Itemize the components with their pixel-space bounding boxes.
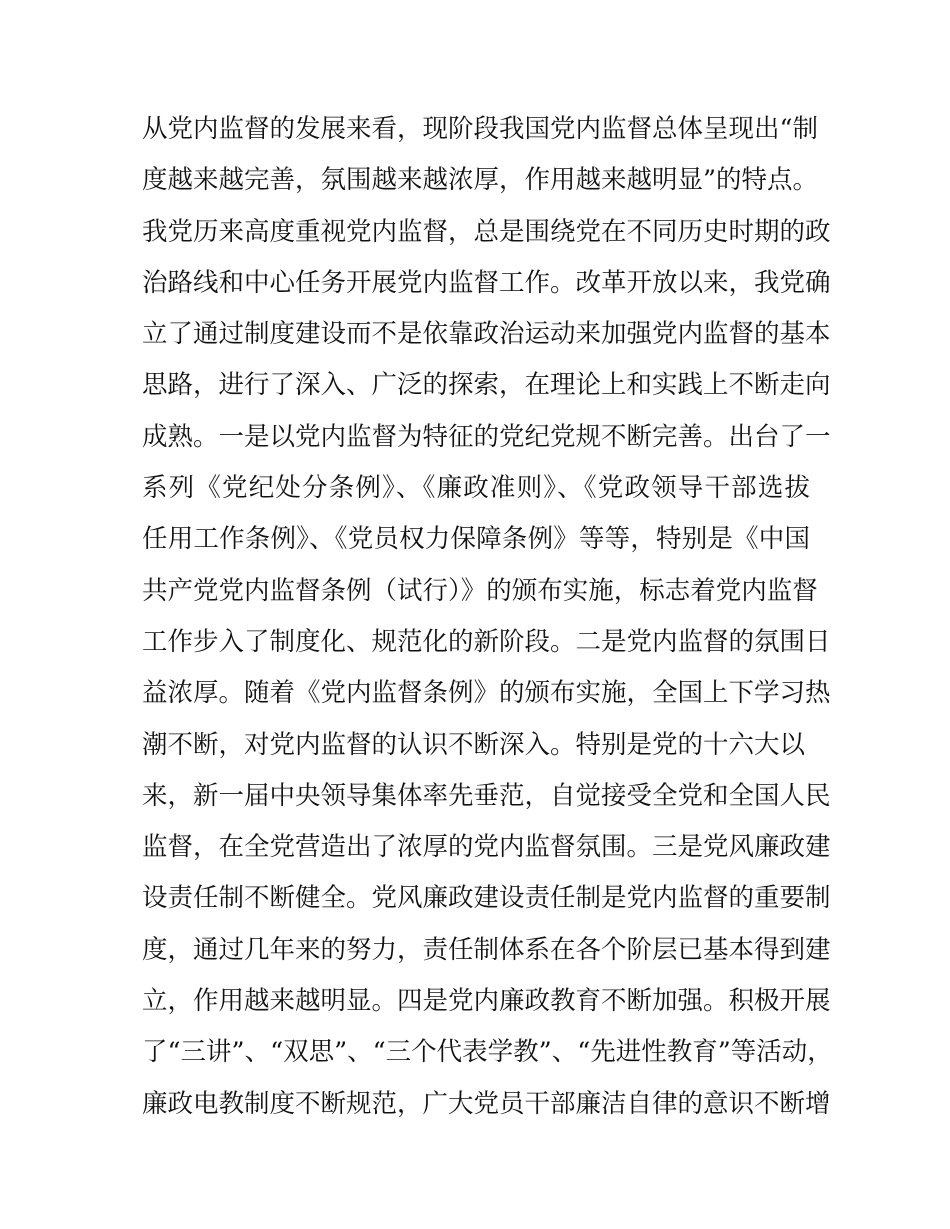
document-body	[142, 104, 833, 1130]
text-line: 立了通过制度建设而不是依靠政治运动来加强党内监督的基本	[142, 319, 831, 350]
text-line: 设责任制不断健全。党风廉政建设责任制是党内监督的重要制	[142, 883, 831, 914]
text-line: 了“三讲”、“双思”、“三个代表学教”、“先进性教育”等活动，	[142, 1037, 833, 1068]
text-line: 成熟。一是以党内监督为特征的党纪党规不断完善。出台了一	[142, 421, 831, 452]
text-line: 益浓厚。随着《党内监督条例》的颁布实施，全国上下学习热	[142, 678, 831, 709]
text-line: 度，通过几年来的努力，责任制体系在各个阶层已基本得到建	[142, 934, 831, 965]
text-line: 系列《党纪处分条例》、《廉政准则》、《党政领导干部选拔	[142, 473, 810, 504]
text-line: 治路线和中心任务开展党内监督工作。改革开放以来，我党确	[142, 267, 831, 298]
text-line: 监督，在全党营造出了浓厚的党内监督氛围。三是党风廉政建	[142, 832, 831, 863]
text-line: 来，新一届中央领导集体率先垂范，自觉接受全党和全国人民	[142, 780, 831, 811]
text-line: 任用工作条例》、《党员权力保障条例》等等，特别是《中国	[142, 524, 810, 555]
text-line: 度越来越完善，氛围越来越浓厚，作用越来越明显”的特点。	[142, 165, 819, 196]
text-line: 工作步入了制度化、规范化的新阶段。二是党内监督的氛围日	[142, 626, 831, 657]
text-line: 思路，进行了深入、广泛的探索，在理论上和实践上不断走向	[142, 370, 831, 401]
text-line: 潮不断，对党内监督的认识不断深入。特别是党的十六大以	[142, 729, 806, 760]
text-line: 从党内监督的发展来看，现阶段我国党内监督总体呈现出“制	[142, 114, 819, 144]
text-line: 立，作用越来越明显。四是党内廉政教育不断加强。积极开展	[142, 986, 831, 1017]
text-line: 我党历来高度重视党内监督，总是围绕党在不同历史时期的政	[142, 216, 831, 247]
text-line: 共产党党内监督条例（试行）》的颁布实施，标志着党内监督	[142, 575, 818, 606]
text-line: 廉政电教制度不断规范，广大党员干部廉洁自律的意识不断增	[142, 1088, 831, 1119]
